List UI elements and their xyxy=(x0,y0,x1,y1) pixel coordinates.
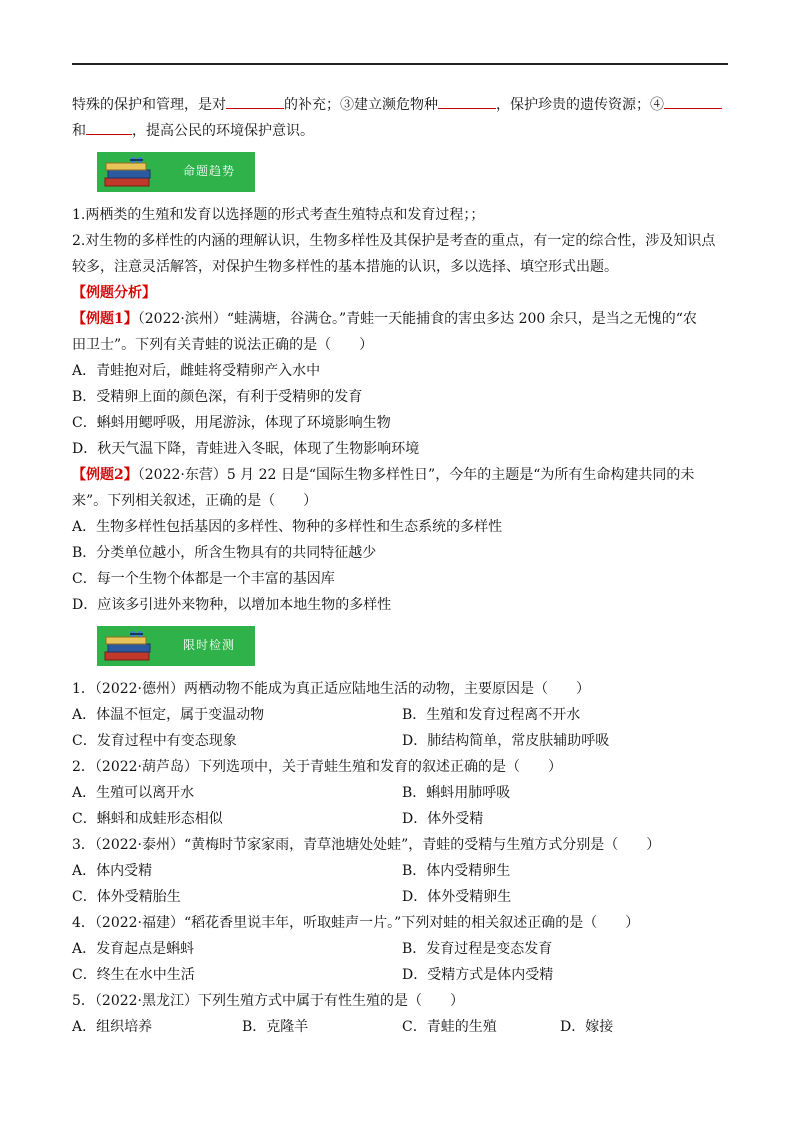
question-5-stem: 5．（2022·黑龙江）下列生殖方式中属于有性生殖的是（ ） xyxy=(72,993,464,1009)
option-c: C．蝌蚪用鳃呼吸，用尾游泳，体现了环境影响生物 xyxy=(72,415,391,431)
option-b: B．蝌蚪用肺呼吸 xyxy=(402,785,511,801)
banner-label: 限时检测 xyxy=(183,638,236,652)
books-icon xyxy=(103,156,157,188)
answer-blank[interactable] xyxy=(226,92,284,109)
option-d: D．体外受精卵生 xyxy=(402,889,512,905)
option-c: C．每一个生物个体都是一个丰富的基因库 xyxy=(72,571,335,587)
trend-point-1: 1.两栖类的生殖和发育以选择题的形式考查生殖特点和发育过程；； xyxy=(72,207,485,223)
question-2-options-row xyxy=(72,780,732,806)
question-1-options-row xyxy=(72,702,732,728)
intro-line-1 xyxy=(72,92,732,118)
example-header: 【例题分析】 xyxy=(72,285,156,301)
question-4-stem: 4．（2022·福建）“稻花香里说丰年，听取蛙声一片。”下列对蛙的相关叙述正确的是（ ） xyxy=(72,915,640,931)
question-text: （2022·滨州）“蛙满塘，谷满仓。”青蛙一天能捕食的害虫多达 200 余只，是当之无愧的“农 xyxy=(137,311,697,327)
question-1-options-row xyxy=(72,728,732,754)
option-c: C．蝌蚪和成蛙形态相似 xyxy=(72,811,223,827)
intro-text: ，保护珍贵的遗传资源；④ xyxy=(496,97,664,113)
option-b: B．受精卵上面的颜色深，有利于受精卵的发育 xyxy=(72,389,363,405)
option-c: C．终生在水中生活 xyxy=(72,967,195,983)
option-a: A．体内受精 xyxy=(72,863,153,879)
option-c: C．青蛙的生殖 xyxy=(402,1019,497,1035)
option-d: D．体外受精 xyxy=(402,811,484,827)
answer-blank[interactable] xyxy=(664,92,722,109)
question-3-stem: 3．（2022·泰州）“黄梅时节家家雨，青草池塘处处蛙”，青蛙的受精与生殖方式分别是（ ） xyxy=(72,837,661,853)
intro-text: 的补充；③建立濒危物种 xyxy=(284,97,438,113)
example-tag: 【例题1】 xyxy=(72,311,138,327)
option-d: D．肺结构简单，常皮肤辅助呼吸 xyxy=(402,733,610,749)
option-b: B．生殖和发育过程离不开水 xyxy=(402,707,581,723)
intro-text: 特殊的保护和管理，是对 xyxy=(72,97,226,113)
option-d: D．应该多引进外来物种，以增加本地生物的多样性 xyxy=(72,597,392,613)
option-c: C．体外受精胎生 xyxy=(72,889,181,905)
header-rule xyxy=(72,63,728,65)
option-a: A．生物多样性包括基因的多样性、物种的多样性和生态系统的多样性 xyxy=(72,519,503,535)
trend-banner xyxy=(97,152,255,192)
option-c: C．发育过程中有变态现象 xyxy=(72,733,237,749)
option-a: A．体温不恒定，属于变温动物 xyxy=(72,707,265,723)
question-text: 来”。下列相关叙述，正确的是（ ） xyxy=(72,493,318,509)
option-a: A．生殖可以离开水 xyxy=(72,785,195,801)
question-3-options-row xyxy=(72,858,732,884)
books-icon xyxy=(103,630,157,662)
answer-blank[interactable] xyxy=(86,118,132,135)
question-5-options-row xyxy=(72,1014,732,1040)
option-d: D．秋天气温下降，青蛙进入冬眠，体现了生物影响环境 xyxy=(72,441,420,457)
intro-line-2 xyxy=(72,118,732,144)
question-4-options-row xyxy=(72,936,732,962)
option-d: D．受精方式是体内受精 xyxy=(402,967,554,983)
question-text: （2022·东营）5 月 22 日是“国际生物多样性日”，今年的主题是“为所有生命构建共同的未 xyxy=(137,467,695,483)
intro-text: ，提高公民的环境保护意识。 xyxy=(132,123,314,139)
example-2-stem xyxy=(72,462,732,488)
question-3-options-row xyxy=(72,884,732,910)
question-2-stem: 2．（2022·葫芦岛）下列选项中，关于青蛙生殖和发育的叙述正确的是（ ） xyxy=(72,759,562,775)
answer-blank[interactable] xyxy=(438,92,496,109)
option-a: A．组织培养 xyxy=(72,1019,153,1035)
question-2-options-row xyxy=(72,806,732,832)
option-b: B．发育过程是变态发育 xyxy=(402,941,553,957)
option-a: A．发育起点是蝌蚪 xyxy=(72,941,195,957)
test-banner xyxy=(97,626,255,666)
option-b: B．分类单位越小，所含生物具有的共同特征越少 xyxy=(72,545,377,561)
option-b: B．克隆羊 xyxy=(242,1019,309,1035)
option-b: B．体内受精卵生 xyxy=(402,863,511,879)
example-1-stem xyxy=(72,306,732,332)
banner-label: 命题趋势 xyxy=(183,164,236,178)
question-4-options-row xyxy=(72,962,732,988)
example-tag: 【例题2】 xyxy=(72,467,138,483)
question-1-stem: 1．（2022·德州）两栖动物不能成为真正适应陆地生活的动物，主要原因是（ ） xyxy=(72,681,590,697)
question-text: 田卫士”。下列有关青蛙的说法正确的是（ ） xyxy=(72,337,374,353)
option-a: A．青蛙抱对后，雌蛙将受精卵产入水中 xyxy=(72,363,321,379)
trend-point-2: 2.对生物的多样性的内涵的理解认识，生物多样性及其保护是考查的重点，有一定的综合性，涉及知识点 xyxy=(72,233,716,249)
document-body xyxy=(72,92,732,1040)
trend-point-2-cont: 较多，注意灵活解答，对保护生物多样性的基本措施的认识，多以选择、填空形式出题。 xyxy=(72,259,618,275)
intro-text: 和 xyxy=(72,123,86,139)
option-d: D．嫁接 xyxy=(560,1019,614,1035)
